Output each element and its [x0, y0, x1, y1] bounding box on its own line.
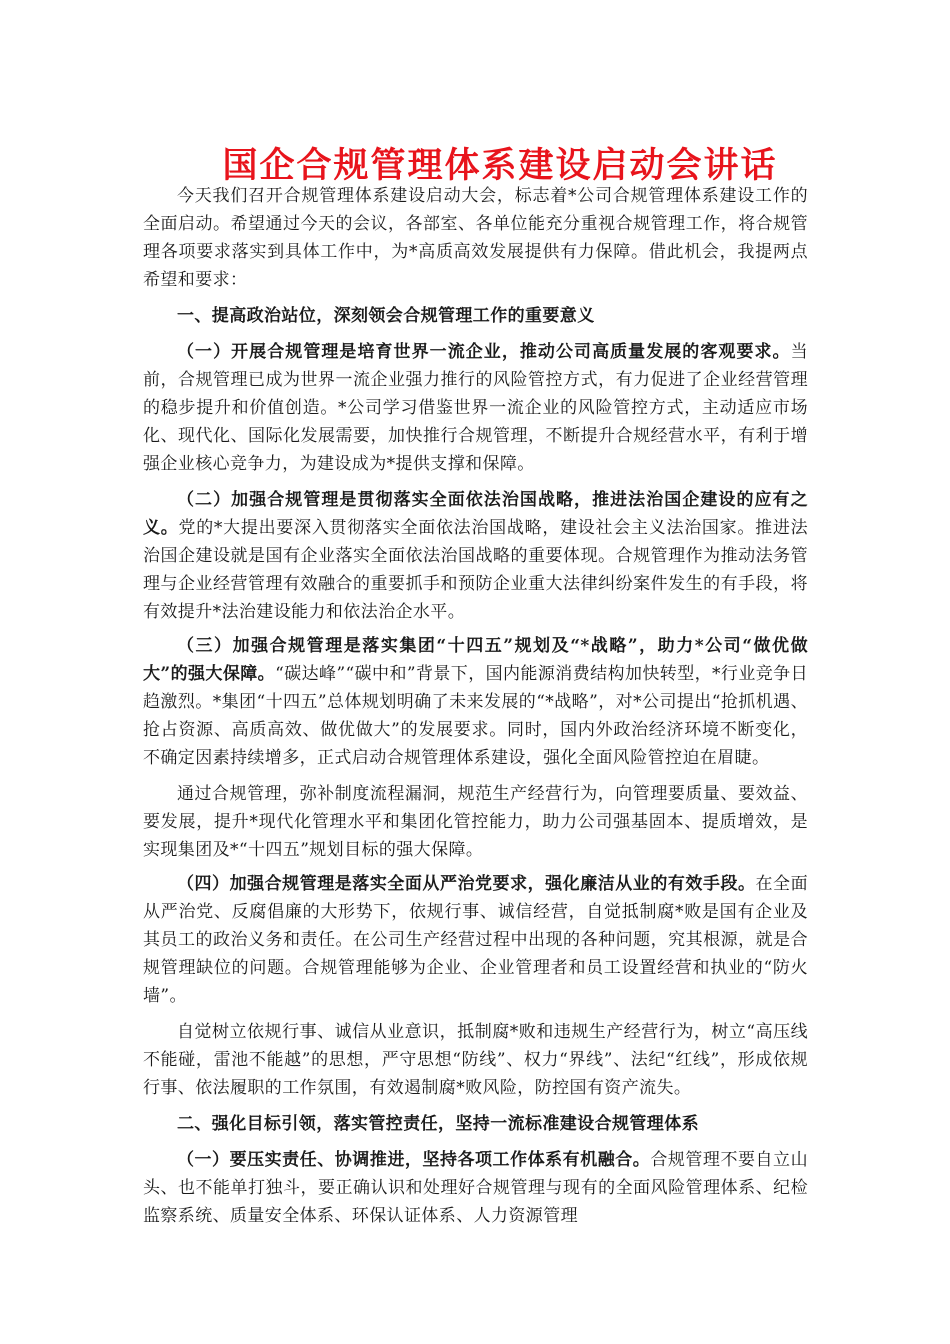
- paragraph-lead: （三）加强合规管理是落实集团“十四五”规划及“*战略”，助力*公司“做优做大”的强大保障。: [143, 636, 808, 684]
- document-title: 国企合规管理体系建设启动会讲话: [222, 145, 778, 186]
- paragraph-text: 当前，合规管理已成为世界一流企业强力推行的风险管控方式，有力促进了企业经营管理的稳步提升和价值创造。*公司学习借鉴世界一流企业的风险管控方式，主动适应市场化、现代化、国际化发展需要，加快推行合规管理，不断提升合规经营水平，有利于增强企业核心竞争力，为建设成为*提供支撑和保障。: [143, 342, 808, 474]
- paragraph-text: 在全面从严治党、反腐倡廉的大形势下，依规行事、诚信经营，自觉抵制腐*败是国有企业及其员工的政治义务和责任。在公司生产经营过程中出现的各种问题，究其根源，就是合规管理缺位的问题。合规管理能够为企业、企业管理者和员工设置经营和执业的“防火墙”。: [143, 874, 808, 1006]
- paragraph-lead: （一）开展合规管理是培育世界一流企业，推动公司高质量发展的客观要求。: [177, 342, 791, 362]
- paragraph-1-4-continued: 自觉树立依规行事、诚信从业意识，抵制腐*败和违规生产经营行为，树立“高压线不能碰，雷池不能越”的思想，严守思想“防线”、权力“界线”、法纪“红线”，形成依规行事、依法履职的工作氛围，有效遏制腐*败风险，防控国有资产流失。: [143, 1022, 808, 1098]
- section-heading-2: 二、强化目标引领，落实管控责任，坚持一流标准建设合规管理体系: [177, 1114, 699, 1134]
- paragraph-1-3-continued: 通过合规管理，弥补制度流程漏洞，规范生产经营行为，向管理要质量、要效益、要发展，提升*现代化管理水平和集团化管控能力，助力公司强基固本、提质增效，是实现集团及*“十四五”规划目标的强大保障。: [143, 784, 808, 860]
- paragraph-2-1: [143, 1146, 808, 1230]
- paragraph-1-4: [143, 870, 808, 1010]
- paragraph-text: “碳达峰”“碳中和”背景下，国内能源消费结构加快转型，*行业竞争日趋激烈。*集团“十四五”总体规划明确了未来发展的“*战略”，对*公司提出“抢抓机遇、抢占资源、高质高效、做优做大”的发展要求。同时，国内外政治经济环境不断变化，不确定因素持续增多，正式启动合规管理体系建设，强化全面风险管控迫在眉睫。: [143, 664, 808, 768]
- document-body: [143, 182, 808, 1238]
- paragraph-lead: （二）加强合规管理是贯彻落实全面依法治国战略，推进法治国企建设的应有之义。: [143, 490, 808, 538]
- paragraph-lead: （四）加强合规管理是落实全面从严治党要求，强化廉洁从业的有效手段。: [177, 874, 756, 894]
- paragraph-text: 合规管理不要自立山头、也不能单打独斗，要正确认识和处理好合规管理与现有的全面风险管理体系、纪检监察系统、质量安全体系、环保认证体系、人力资源管理: [143, 1150, 808, 1226]
- paragraph-1-1: [143, 338, 808, 478]
- section-heading-1: 一、提高政治站位，深刻领会合规管理工作的重要意义: [177, 306, 595, 326]
- paragraph-text: 党的*大提出要深入贯彻落实全面依法治国战略，建设社会主义法治国家。推进法治国企建设就是国有企业落实全面依法治国战略的重要体现。合规管理作为推动法务管理与企业经营管理有效融合的重要抓手和预防企业重大法律纠纷案件发生的有手段，将有效提升*法治建设能力和依法治企水平。: [143, 518, 808, 622]
- intro-paragraph: 今天我们召开合规管理体系建设启动大会，标志着*公司合规管理体系建设工作的全面启动。希望通过今天的会议，各部室、各单位能充分重视合规管理工作，将合规管理各项要求落实到具体工作中，为*高质高效发展提供有力保障。借此机会，我提两点希望和要求：: [143, 186, 808, 290]
- paragraph-1-2: [143, 486, 808, 626]
- paragraph-1-3: [143, 632, 808, 772]
- paragraph-lead: （一）要压实责任、协调推进，坚持各项工作体系有机融合。: [177, 1150, 651, 1170]
